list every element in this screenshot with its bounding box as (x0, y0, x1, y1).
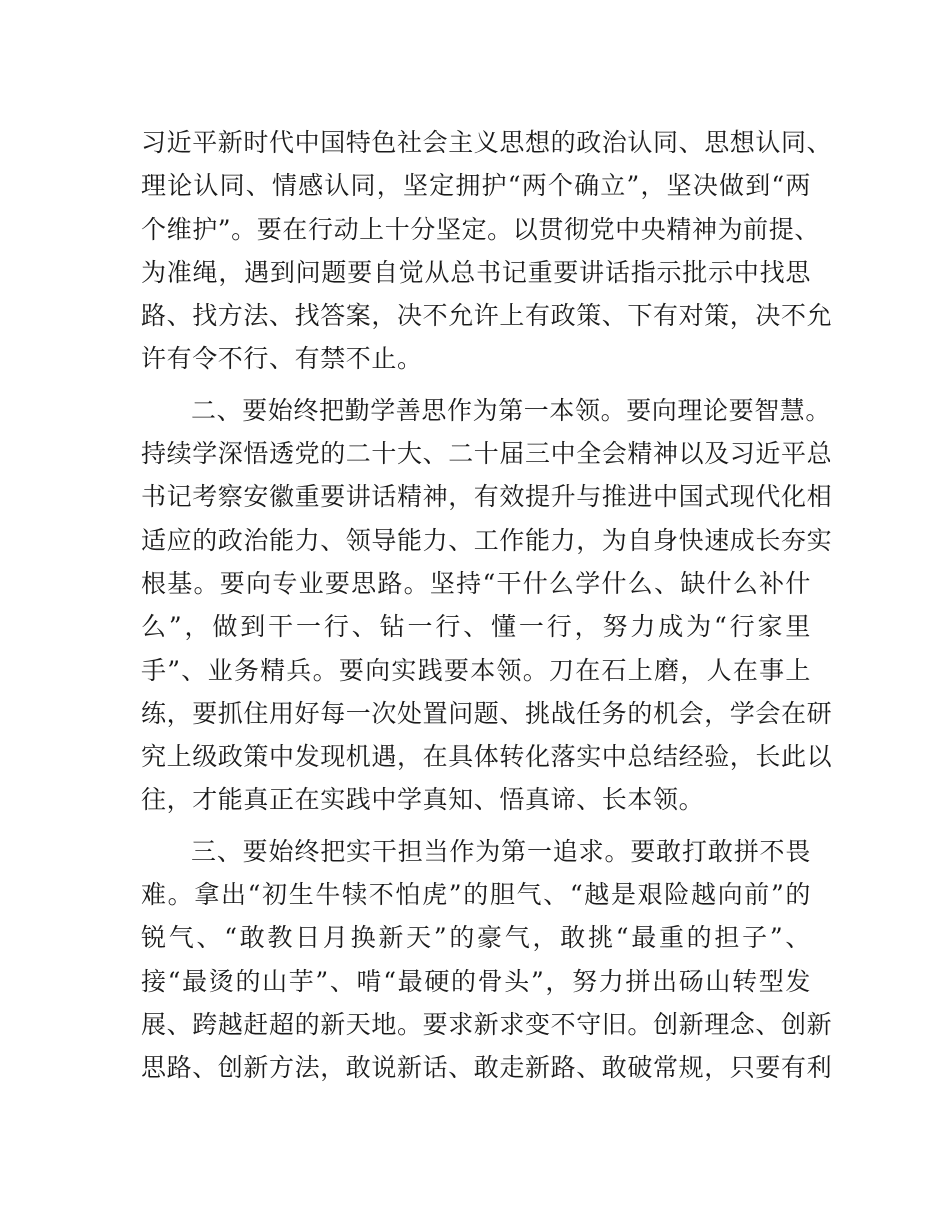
text-line: 书记考察安徽重要讲话精神，有效提升与推进中国式现代化相 (141, 482, 833, 512)
paragraph-gap (141, 822, 811, 830)
text-line: 展、跨越赶超的新天地。要求新求变不守旧。创新理念、创新 (141, 1009, 833, 1039)
text-line: 思路、创新方法，敢说新话、敢走新路、敢破常规，只要有利 (141, 1053, 833, 1083)
text-line: 么”，做到干一行、钻一行、懂一行，努力成为“行家里 (141, 612, 811, 642)
text-line: 个维护”。要在行动上十分坚定。以贯彻党中央精神为前提、 (141, 214, 820, 244)
text-line: 难。拿出“初生牛犊不怕虎”的胆气、“越是艰险越向前”的 (141, 880, 811, 910)
paragraph-gap (141, 381, 811, 389)
paragraph-heading-line: 二、要始终把勤学善思作为第一本领。要向理论要智慧。 (191, 395, 832, 425)
text-line: 许有令不行、有禁不止。 (141, 344, 423, 374)
body-text (141, 121, 833, 1090)
text-line: 根基。要向专业要思路。坚持“干什么学什么、缺什么补什 (141, 568, 811, 598)
text-line: 持续学深悟透党的二十大、二十届三中全会精神以及习近平总 (141, 439, 833, 469)
text-line: 理论认同、情感认同，坚定拥护“两个确立”，坚决做到“两 (141, 171, 811, 201)
text-line: 路、找方法、找答案，决不允许上有政策、下有对策，决不允 (141, 301, 833, 331)
text-line: 习近平新时代中国特色社会主义思想的政治认同、思想认同、 (141, 128, 833, 157)
paragraph-heading-line: 三、要始终把实干担当作为第一追求。要敢打敢拼不畏 (191, 836, 811, 866)
text-line: 锐气、“敢教日月换新天”的豪气，敢挑“最重的担子”、 (141, 923, 811, 953)
text-line: 练，要抓住用好每一次处置问题、挑战任务的机会，学会在研 (141, 698, 833, 728)
text-line: 究上级政策中发现机遇，在具体转化落实中总结经验，长此以 (141, 742, 833, 772)
text-line: 为准绳，遇到问题要自觉从总书记重要讲话指示批示中找思 (141, 257, 811, 287)
text-line: 往，才能真正在实践中学真知、悟真谛、长本领。 (141, 785, 705, 815)
text-line: 接“最烫的山芋”、啃“最硬的骨头”，努力拼出砀山转型发 (141, 966, 811, 996)
text-line: 手”、业务精兵。要向实践要本领。刀在石上磨，人在事上 (141, 655, 811, 685)
text-line: 适应的政治能力、领导能力、工作能力，为自身快速成长夯实 (141, 525, 833, 555)
